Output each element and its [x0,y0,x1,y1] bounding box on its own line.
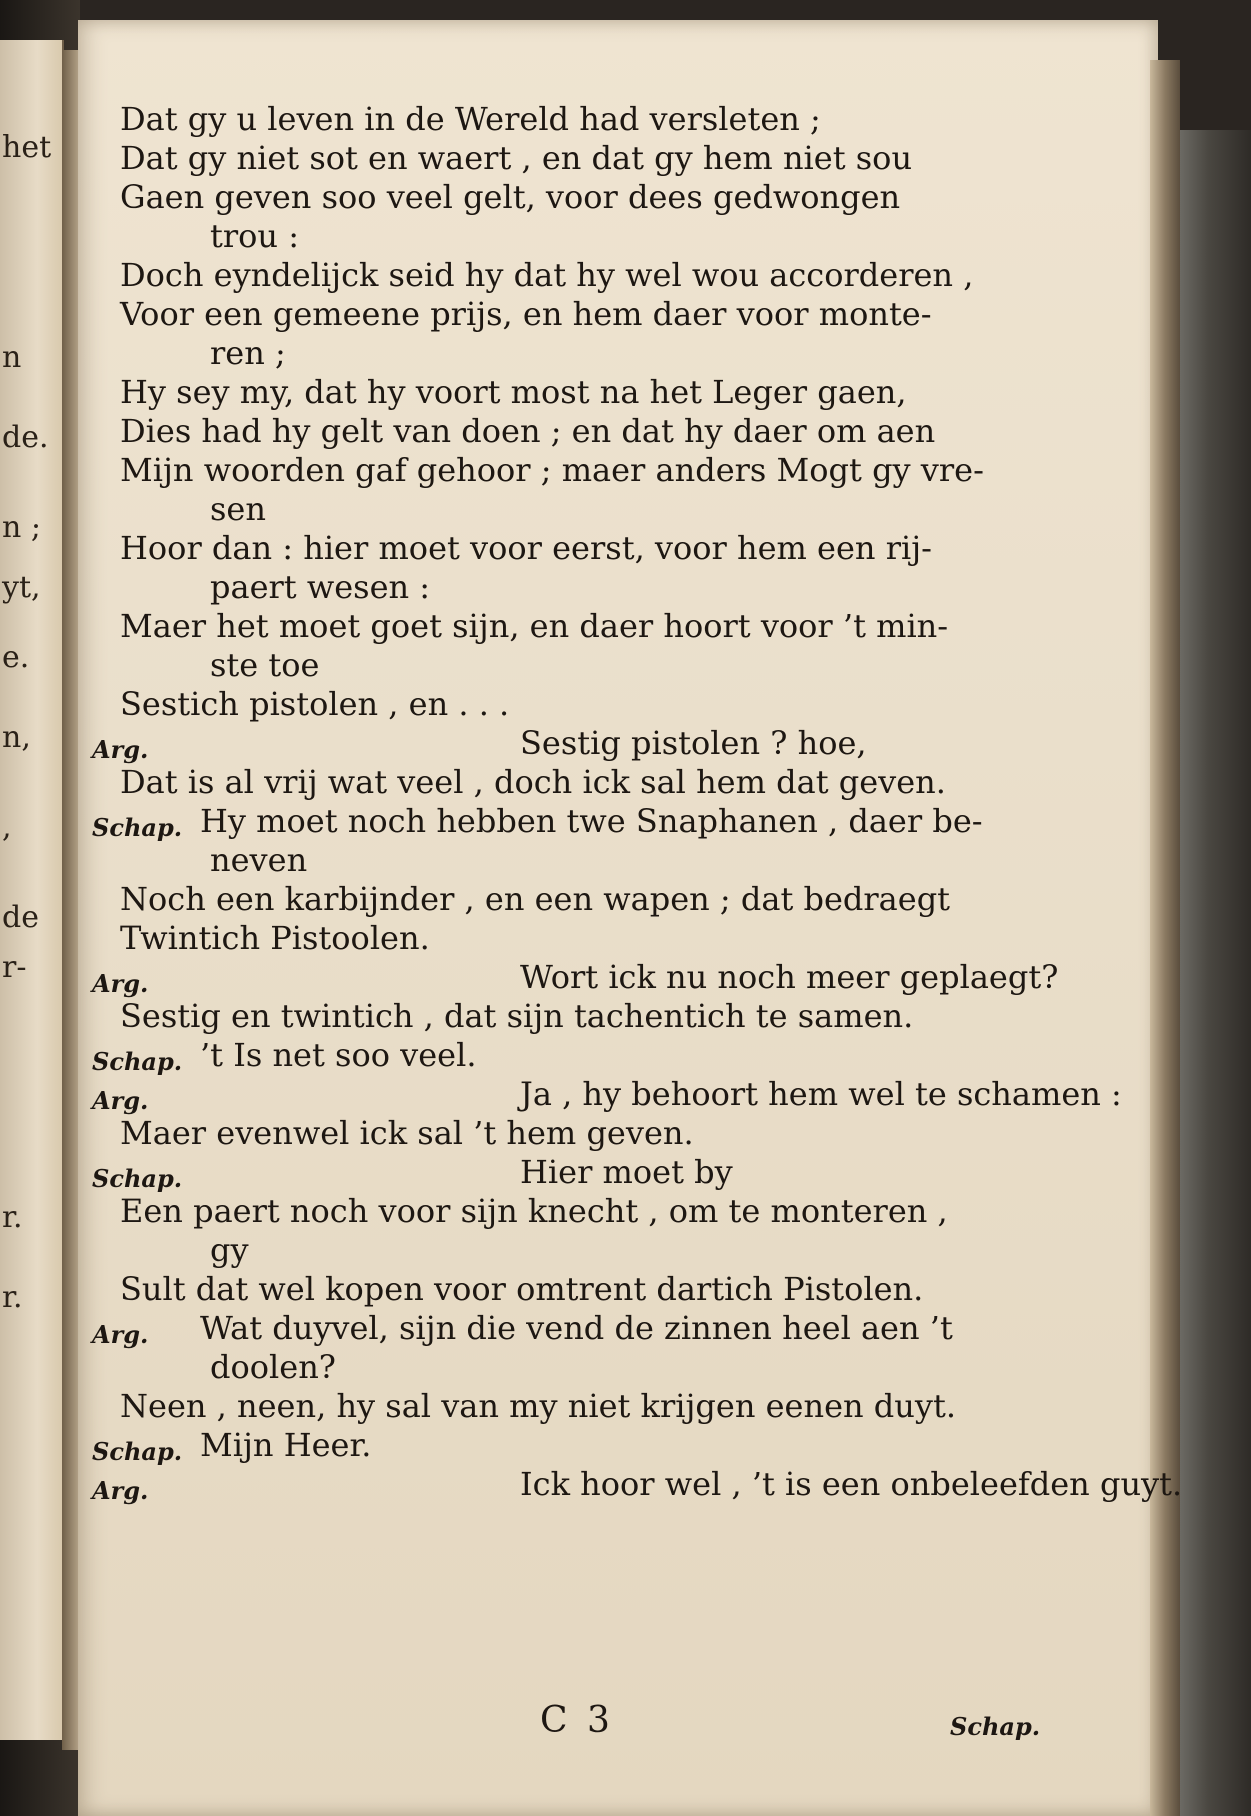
line-text: gy [210,1231,249,1269]
left-page-fragment: e. [2,640,30,675]
text-line [120,1270,1040,1309]
line-text: sen [210,490,266,528]
left-page-fragment: n, [2,720,31,755]
line-text: Maer het moet goet sijn, en daer hoort voor ’t min- [120,607,949,645]
left-page-fragment: n ; [2,510,41,545]
text-line [120,607,1040,646]
line-text: Sestig pistolen ? hoe, [520,724,867,762]
text-line [120,490,1040,529]
catchword: Schap. [950,1712,1041,1741]
line-text: Noch een karbijnder , en een wapen ; dat bedraegt [120,880,951,918]
text-line [120,880,1040,919]
line-text: Neen , neen, hy sal van my niet krijgen eenen duyt. [120,1387,956,1425]
line-text: Wort ick nu noch meer geplaegt? [520,958,1059,996]
speaker-label: Arg. [92,1476,149,1505]
text-line [92,1075,1122,1115]
text-line [120,256,1040,295]
line-text: Dies had hy gelt van doen ; en dat hy daer om aen [120,412,936,450]
left-page-fragment: de. [2,420,49,455]
line-text: Sestich pistolen , en . . . [120,685,510,723]
page-edge [1150,60,1180,1816]
speaker-label: Arg. [92,735,149,764]
text-line [120,568,1040,607]
text-line [120,1114,1040,1153]
text-line [120,100,1040,139]
text-line [92,724,1040,764]
speaker-label: Schap. [92,813,183,842]
line-text: Ja , hy behoort hem wel te schamen : [520,1075,1122,1113]
left-page [0,40,64,1740]
book-cover-edge [1180,130,1251,1816]
speaker-label: Arg. [92,969,149,998]
line-text: neven [210,841,308,879]
line-text: Dat is al vrij wat veel , doch ick sal hem dat geven. [120,763,946,801]
line-text: Sult dat wel kopen voor omtrent dartich Pistolen. [120,1270,924,1308]
text-line [120,178,1040,217]
line-text: trou : [210,217,299,255]
text-line [120,1192,1040,1231]
text-line [120,1387,1040,1426]
left-page-fragment: de [2,900,39,935]
signature-mark: C 3 [540,1700,614,1741]
line-text: Twintich Pistoolen. [120,919,430,957]
line-text: Hy sey my, dat hy voort most na het Leger gaen, [120,373,907,411]
text-line [120,334,1040,373]
line-text: Maer evenwel ick sal ’t hem geven. [120,1114,694,1152]
text-line [120,295,1040,334]
left-page-fragment: r- [2,950,27,985]
text-line [92,1465,1183,1505]
line-text: Voor een gemeene prijs, en hem daer voor monte- [120,295,932,333]
text-line [120,139,1040,178]
line-text: Ick hoor wel , ’t is een onbeleefden guyt. [520,1465,1183,1503]
speaker-label: Schap. [92,1164,183,1193]
text-line [120,217,1040,256]
left-page-fragment: r. [2,1200,23,1235]
text-line [120,763,1040,802]
left-page-fragments [0,40,60,1740]
text-line [120,412,1040,451]
line-text: Gaen geven soo veel gelt, voor dees gedwongen [120,178,901,216]
left-page-fragment: n [2,340,22,375]
left-page-fragment: , [2,810,12,845]
text-line [120,997,1040,1036]
left-page-fragment: het [2,130,52,165]
line-text: Hier moet by [520,1153,733,1191]
text-line [92,958,1059,998]
text-line [92,802,1040,842]
line-text: doolen? [210,1348,336,1386]
left-page-fragment: r. [2,1280,23,1315]
text-line [120,646,1040,685]
line-text: ste toe [210,646,320,684]
text-line [92,1309,1040,1349]
line-text: paert wesen : [210,568,431,606]
speaker-label: Schap. [92,1437,183,1466]
text-line [92,1153,1040,1193]
text-line [120,373,1040,412]
speaker-label: Arg. [92,1086,149,1115]
text-line [120,1348,1040,1387]
line-text: Dat gy niet sot en waert , en dat gy hem niet sou [120,139,913,177]
text-line [120,685,1040,724]
text-line [120,529,1040,568]
left-page-fragment: yt, [2,570,41,605]
line-text: Sestig en twintich , dat sijn tachentich te samen. [120,997,914,1035]
line-text: Doch eyndelijck seid hy dat hy wel wou accorderen , [120,256,974,294]
text-line [120,1231,1040,1270]
line-text: Hoor dan : hier moet voor eerst, voor hem een rij- [120,529,932,567]
line-text: Mijn Heer. [200,1426,372,1464]
line-text: Wat duyvel, sijn die vend de zinnen heel aen ’t [200,1309,953,1347]
text-line [92,1426,1040,1466]
line-text: Dat gy u leven in de Wereld had versleten ; [120,100,821,138]
line-text: Een paert noch voor sijn knecht , om te monteren , [120,1192,948,1230]
line-text: ’t Is net soo veel. [200,1036,477,1074]
text-line [92,1036,1040,1076]
text-line [120,841,1040,880]
page-text [92,100,1183,1505]
line-text: Mijn woorden gaf gehoor ; maer anders Mogt gy vre- [120,451,984,489]
speaker-label: Arg. [92,1320,149,1349]
text-line [120,919,1040,958]
line-text: Hy moet noch hebben twe Snaphanen , daer be- [200,802,983,840]
speaker-label: Schap. [92,1047,183,1076]
text-line [120,451,1040,490]
line-text: ren ; [210,334,286,372]
